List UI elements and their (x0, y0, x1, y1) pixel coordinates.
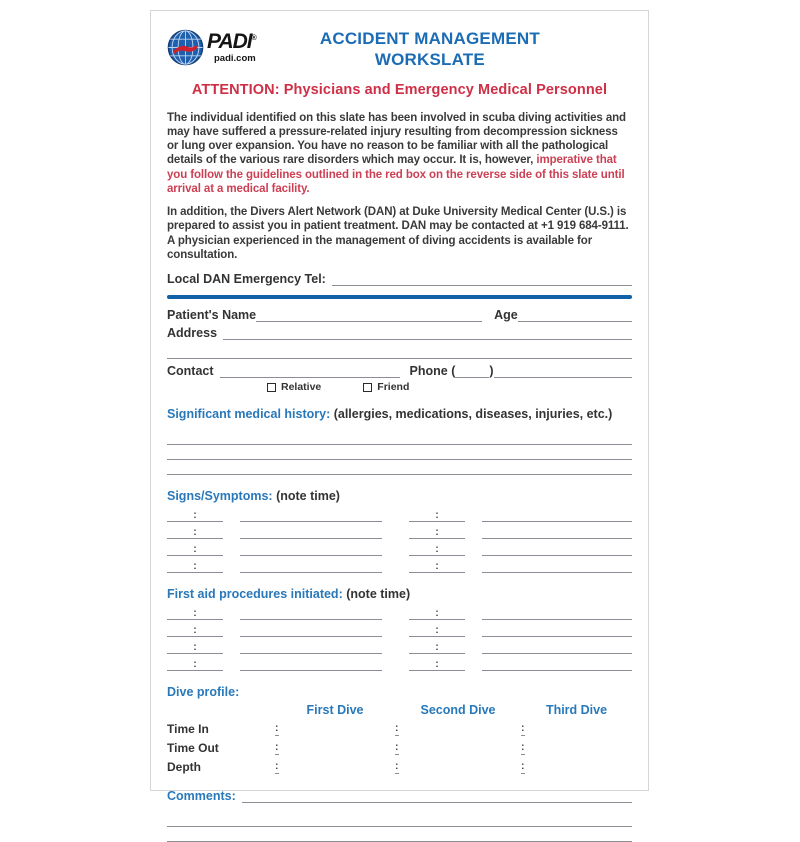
signs-row (167, 505, 632, 522)
title-line-2: WORKSLATE (374, 50, 485, 70)
signs-time-field[interactable]: : (409, 527, 465, 540)
signs-time-field[interactable]: : (409, 544, 465, 557)
dive-profile-table (167, 703, 632, 774)
contact-row (167, 364, 632, 378)
signs-time-field[interactable]: : (167, 510, 223, 523)
comments-label: Comments: (167, 789, 236, 803)
relative-check-item[interactable] (267, 381, 321, 393)
signs-symptoms-label: Signs/Symptoms: (167, 489, 273, 503)
blue-divider (167, 295, 632, 299)
first-aid-desc-field[interactable] (482, 658, 632, 671)
friend-checkbox[interactable] (363, 383, 372, 392)
time-out-label: Time Out (167, 741, 219, 755)
first-aid-heading (167, 587, 632, 601)
depth-second-dive-field[interactable]: : (395, 760, 399, 772)
dive-col-first: First Dive (306, 703, 364, 717)
time-in-second-dive-field[interactable]: : (395, 722, 399, 734)
first-aid-time-field[interactable]: : (167, 659, 223, 672)
comments-lines (167, 812, 632, 842)
phone-label: Phone ( (409, 364, 456, 378)
contact-type-checkboxes (267, 381, 632, 393)
first-aid-desc-field[interactable] (240, 607, 382, 620)
medical-history-lines (167, 431, 632, 475)
signs-time-field[interactable]: : (167, 561, 223, 574)
workslate-page (150, 10, 649, 803)
medical-history-field-line2[interactable] (167, 446, 632, 460)
first-aid-desc-field[interactable] (482, 607, 632, 620)
signs-row (167, 556, 632, 573)
time-in-third-dive-field[interactable]: : (521, 722, 525, 734)
dive-row-depth (167, 755, 632, 774)
signs-symptoms-grid (167, 505, 632, 573)
first-aid-time-field[interactable]: : (167, 642, 223, 655)
address-field-line2[interactable] (167, 344, 632, 359)
first-aid-desc-field[interactable] (240, 658, 382, 671)
intro-paragraph-1 (167, 111, 632, 197)
first-aid-time-field[interactable]: : (409, 625, 465, 638)
dive-row-time-out (167, 736, 632, 755)
dive-profile-heading (167, 685, 632, 699)
dive-col-second: Second Dive (420, 703, 496, 717)
time-out-second-dive-field[interactable]: : (395, 741, 399, 753)
signs-time-field[interactable]: : (167, 544, 223, 557)
local-dan-label: Local DAN Emergency Tel: (167, 272, 326, 286)
medical-history-field-line3[interactable] (167, 461, 632, 475)
first-aid-desc-field[interactable] (240, 641, 382, 654)
address-row (167, 326, 632, 340)
patient-name-label: Patient's Name (167, 308, 257, 322)
first-aid-time-field[interactable]: : (409, 608, 465, 621)
contact-label: Contact (167, 364, 214, 378)
dive-profile-label: Dive profile: (167, 685, 240, 699)
address-label: Address (167, 326, 218, 340)
signs-desc-field[interactable] (482, 509, 632, 522)
first-aid-row (167, 637, 632, 654)
relative-checkbox[interactable] (267, 383, 276, 392)
local-dan-tel-field[interactable] (332, 272, 632, 286)
first-aid-desc-field[interactable] (240, 624, 382, 637)
header (167, 26, 632, 71)
first-aid-desc-field[interactable] (482, 624, 632, 637)
medical-history-field-line1[interactable] (167, 431, 632, 445)
padi-globe-icon (167, 29, 204, 66)
dive-row-time-in (167, 717, 632, 736)
comments-field-line1[interactable] (242, 789, 632, 803)
signs-desc-field[interactable] (240, 526, 382, 539)
signs-row (167, 539, 632, 556)
intro-paragraph-1-black: The individual identified on this slate has been involved in scuba diving activities and may have suffered a pressure-related injury resulting from decompression sickness or lung over expansion. You have no reason to be familiar with all the pathological details of the various rare disorders which may occur. It is, however, (167, 111, 626, 167)
contact-field[interactable] (220, 364, 400, 378)
first-aid-row (167, 603, 632, 620)
phone-number-field[interactable] (494, 364, 632, 378)
signs-desc-field[interactable] (482, 560, 632, 573)
intro-paragraph-2: In addition, the Divers Alert Network (DAN) at Duke University Medical Center (U.S.) is prepared to assist you in patient treatment. DAN may be contacted at +1 919 684-9111. A physician experienced in the management of diving accidents is available for consultation. (167, 206, 629, 261)
signs-desc-field[interactable] (240, 543, 382, 556)
signs-symptoms-heading (167, 489, 632, 503)
first-aid-time-field[interactable]: : (167, 608, 223, 621)
title-line-1: ACCIDENT MANAGEMENT (319, 29, 540, 48)
first-aid-time-field[interactable]: : (167, 625, 223, 638)
first-aid-time-field[interactable]: : (409, 659, 465, 672)
age-label: Age (494, 308, 518, 322)
page-title (242, 28, 618, 71)
phone-area-code-field[interactable] (455, 364, 489, 378)
medical-history-hint: (allergies, medications, diseases, injuries, etc.) (333, 407, 613, 421)
signs-desc-field[interactable] (240, 560, 382, 573)
signs-symptoms-hint: (note time) (276, 489, 340, 503)
medical-history-heading (167, 407, 632, 421)
time-in-label: Time In (167, 722, 209, 736)
attention-heading: ATTENTION: Physicians and Emergency Medical Personnel (191, 81, 608, 98)
comments-heading-row (167, 789, 632, 803)
signs-desc-field[interactable] (482, 543, 632, 556)
time-in-first-dive-field[interactable]: : (275, 722, 279, 734)
signs-time-field[interactable]: : (409, 561, 465, 574)
comments-field-line2[interactable] (167, 812, 632, 827)
first-aid-grid (167, 603, 632, 671)
first-aid-hint: (note time) (346, 587, 411, 601)
first-aid-label: First aid procedures initiated: (167, 587, 343, 601)
time-out-third-dive-field[interactable]: : (521, 741, 525, 753)
age-field[interactable] (518, 308, 632, 322)
depth-label: Depth (167, 760, 201, 774)
signs-desc-field[interactable] (240, 509, 382, 522)
comments-field-line3[interactable] (167, 827, 632, 842)
dive-col-third: Third Dive (545, 703, 608, 717)
brand-site: padi.com (214, 53, 256, 64)
patient-name-field[interactable] (256, 308, 482, 322)
brand-name: PADI® (207, 30, 256, 53)
trademark-symbol: ® (251, 35, 256, 42)
depth-third-dive-field[interactable]: : (521, 760, 525, 772)
friend-label: Friend (377, 381, 410, 393)
dive-profile-header-row (167, 703, 632, 717)
patient-name-row (167, 308, 632, 322)
medical-history-label: Significant medical history: (167, 407, 331, 421)
signs-desc-field[interactable] (482, 526, 632, 539)
time-out-first-dive-field[interactable]: : (275, 741, 279, 753)
signs-time-field[interactable]: : (167, 527, 223, 540)
address-field[interactable] (223, 326, 632, 340)
local-dan-row (167, 272, 632, 286)
first-aid-row (167, 654, 632, 671)
signs-time-field[interactable]: : (409, 510, 465, 523)
phone-paren-close: ) (489, 364, 494, 378)
first-aid-row (167, 620, 632, 637)
first-aid-desc-field[interactable] (482, 641, 632, 654)
first-aid-time-field[interactable]: : (409, 642, 465, 655)
intro-paragraph-1-red: imperative that you follow the guidelines outlined in the red box on the reverse side of this slate until arrival at a medical facility. (167, 154, 625, 195)
signs-row (167, 522, 632, 539)
relative-label: Relative (281, 381, 322, 393)
depth-first-dive-field[interactable]: : (275, 760, 279, 772)
friend-check-item[interactable] (363, 381, 409, 393)
